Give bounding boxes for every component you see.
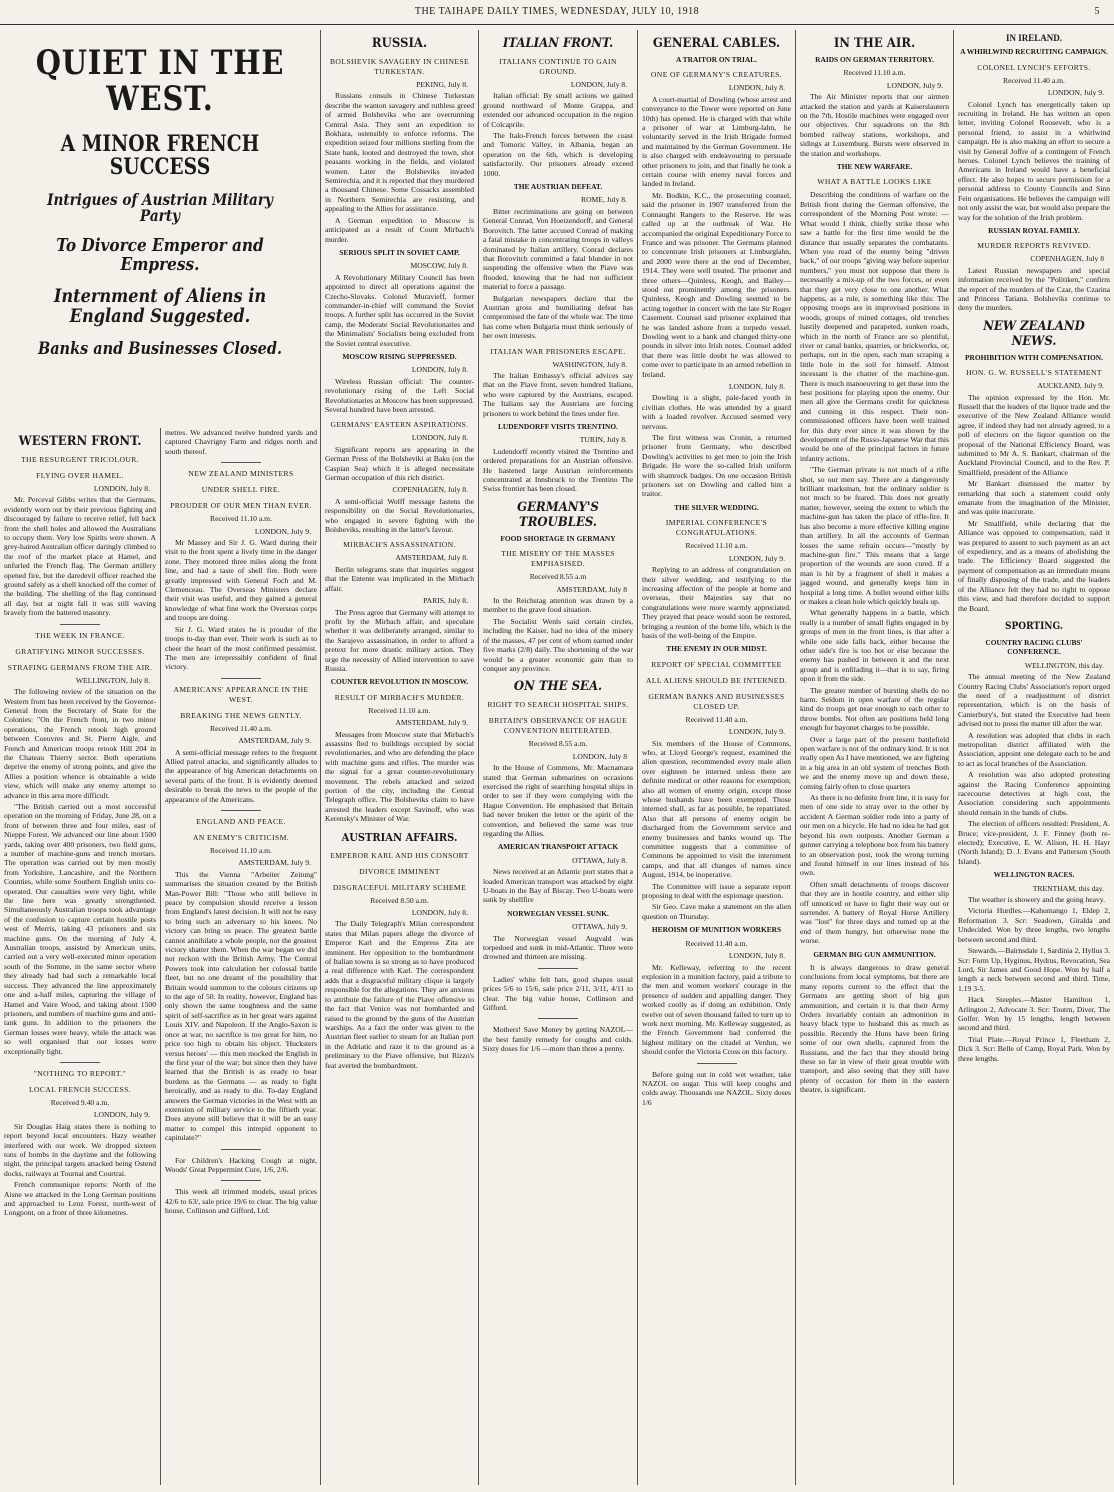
- headline: RIGHT TO SEARCH HOSPITAL SHIPS.: [487, 700, 629, 710]
- dateline: LONDON, July 9.: [728, 553, 785, 563]
- dateline: WELLINGTON, this day.: [1024, 660, 1104, 670]
- paragraph: As there is no definite front line, it is easy for men of one side to stray over to the other by accident A German soldier rode into a party of our men on a bicycle. He had no idea he had got beyond his own outposts. Another German a gunner carrying a telephone box from his battery to an observation post, took the wrong turning and found himself in our lines instead of his own.: [800, 793, 949, 878]
- dateline: LONDON, July 8.: [93, 484, 150, 493]
- paragraph: Often small detachments of troops discover that they are in hostile country, and either slip off unnoticed or have to fight their way out or surrender. A battery of Royal Horse Artillery was "lost" for three days and tumed up at the end of them hungry, but otherwise none the worse.: [800, 879, 949, 946]
- headline: FLYING OVER HAMEL.: [36, 471, 124, 480]
- headline: DIVORCE IMMINENT: [359, 866, 440, 876]
- headline: THE SILVER WEDDING.: [674, 502, 759, 512]
- headline: BRITAIN'S OBSERVANCE OF HAGUE CONVENTION REITERATED.: [488, 716, 628, 736]
- paragraph: "The German private is not much of a rifle shot, so our men say. There are a dangerously brilliant marksman, but the ordinary soldier is not much to be feared. This does not greatly matter, however, seeing the extent to which the machine-gun has taken the place of rifle-fire. It has also become a more effective killing engine than artillery. In all the accounts of German losses the same refrain occurs—"mostly by machine-gun fire." This means that a large proportion of the wounds are soon cured. If a man is hit by a fragment of shell it makes a jagged wound, and generally keeps him in hospital a long time. A bullet wound either kills or makes a clean hole which quickly heals up.: [800, 465, 949, 606]
- paragraph: Mr Smallfield, while declaring that the Alliance was opposed to compensation, said it was prepared to assent to such payment as an act of expediency, and as a means of abolishing the trade. The Efficiency Board suggested the payment of compensation as an immediate means of finally disposing of the trade, and the leaders of the Alliance felt they had no right to oppose this view, and had therefore decided to support the Board.: [958, 518, 1110, 613]
- paragraph: The Air Minister reports that our airmen attacked the station and yards at Kaiserslautern on the 7th. Hostile machines were engaged over our objectives. Our squadrons on the 8th bombed railway stations, workshops, and sidings at Luxemburg. Bursts were observed in the station and workshops.: [800, 92, 949, 158]
- dateline: AMSTERDAM, July 9.: [238, 858, 311, 868]
- received-time: Received 11.10 a.m.: [368, 705, 431, 715]
- headline: NEW ZEALAND MINISTERS: [188, 469, 294, 479]
- dateline: LONDON, July 9.: [1047, 88, 1104, 98]
- paragraph: The Daily Telegraph's Milan correspondent states that Milan papers allege the divorce of Emperor Karl and the Empress Zita are imminent. Her opposition to the bombardment of Italian towns is so strong as to have produced a real difference with Karl. The correspondent adds that a disgraceful military clique is largely responsible for the allegations. They are anxious to attribute the failure of the Piave offensive to the fact that Venice was not bombarded and raised to the ground by the guns of the Austrian warships. As a fact the order was given to the Austrian fleet earlier to steam for an Italian port in the Adriatic and raze it to the ground as a preliminary to the Piave offensive, but Rizzo's feat averted the bombardment.: [325, 919, 474, 1070]
- section-title: AUSTRIAN AFFAIRS.: [341, 830, 458, 844]
- dateline: LONDON, July 8.: [411, 908, 468, 918]
- headline: STRAFING GERMANS FROM THE AIR.: [7, 662, 153, 672]
- main-headline: QUIET IN THE WEST.: [35, 43, 285, 119]
- divider: [221, 678, 261, 679]
- headline: THE NEW WARFARE.: [836, 162, 913, 172]
- paragraph: Mr. Perceval Gibbs writes that the Germans, evidently worn out by their previous fighting and discouraged by failure to receive relief, fell back from the shell holes and allowed the Australians to occupy them. Very low Spirits were shown. A grey-haired Australian officer daringly climbed to the roof of the market place at Hamel, and unfurled the French flag. The German artillery opened fire, but the daredevil officer reached the ground safely as a shell knocked off the corner of the building. The shelling of the flag continued all day, but at night fall it was still waving bravely from the battered masonry.: [4, 495, 156, 618]
- headline: RAIDS ON GERMAN TERRITORY.: [815, 55, 934, 64]
- section-title: RUSSIA.: [371, 36, 428, 51]
- dateline: AMSTERDAM, July 8.: [395, 553, 468, 563]
- headline: GERMANS' EASTERN ASPIRATIONS.: [330, 420, 469, 430]
- paragraph: The Socialist Wenls said certain circles, including the Kaiser, had no idea of the misery of the masses, 47 per cent of whom earned under five marks (2/8) daily. The shortening of the war would be a greater economic gain than to conquer any province.: [483, 616, 633, 673]
- advertisement: Before going out in cold wet weather, take NAZOL on sugar. This will keep coughs and colds away. Thousands use NAZOL. Sixty doses 1/6: [642, 1069, 791, 1107]
- paragraph: Victoria Hurdles.—Kahumango 1, Eldep 2, Reformation 3. Scr: Seadown, Giralda and Undecided. Won by three lengths, two lengths between second and third.: [958, 906, 1110, 944]
- received-time: Received 8.55 a.m.: [528, 739, 588, 749]
- section-title: GENERAL CABLES.: [652, 36, 781, 51]
- paragraph: What generally happens in a battle, which really is a number of small fights engaged in by groups of men in the front lines, is that after a while one side falls back, either because the other side's fire is too hot or else because the enemy has pushed in between it and the next group and is enfilading it—that is to say, firing upon it from the side.: [800, 608, 949, 684]
- advertisement: Mothers! Save Money by getting NAZOL—the best family remedy for coughs and colds. Sixty doses for 1/6 —more than three a penny.: [483, 1025, 633, 1054]
- dateline: LONDON, July 8.: [728, 382, 785, 391]
- dateline: OTTAWA, July 8.: [572, 855, 627, 865]
- paragraph: Messages from Moscow state that Mirbach's assassins fled to buildings occupied by social revolutionaries, and who are defending the place with machine guns and rifles. The murder was the signal for a great counter-revolutionary movement. The rebels attacked and seized portion of the city, including the Central Telegraph office. The Bolsheviks claim to have arrested the leaders except Savinoff, who was Kerensky's Minister of War.: [325, 729, 474, 824]
- russia-column: [321, 30, 479, 1485]
- dateline: LONDON, July 8: [572, 751, 627, 761]
- paragraph: French communique reports: North of the Aisne we attacked in the Long German positions and approached to Lenz Forest, north-west of Longpont, on a front of three kilometres.: [4, 1180, 156, 1218]
- paragraph: The election of officers resulted: President, A. Bruce; vice-president, J. F. Finney (both re-elected); Executive, E. W. Alison, H. H. Hayr (North Island); D. J. Evans and Patterson (South Island).: [958, 819, 1110, 866]
- headline: A TRAITOR ON TRIAL.: [676, 55, 757, 64]
- headline: RESULT OF MIRBACH'S MURDER.: [334, 692, 465, 702]
- dateline: LONDON, July 9.: [886, 80, 943, 90]
- paragraph: In the House of Commons, Mr. Macnamara stated that German submarines on occasions exercised the right of searching hospital ships in order to see if they were complying with the Hague Convention. He emphasised that Britain had never broken the letter or the spirit of the convention, and believed the same was true regarding the Allies.: [483, 763, 633, 838]
- headline: PROUDER OF OUR MEN THAN EVER.: [170, 501, 312, 511]
- dateline: TRENTHAM, this day.: [1032, 883, 1104, 893]
- paragraph: Berlin telegrams state that inquiries suggest that the Entente was implicated in the Mirbach affair.: [325, 564, 474, 593]
- received-time: Received 11.10 a.m.: [210, 845, 272, 855]
- dateline: PEKING, July 8.: [416, 80, 468, 89]
- headline: SERIOUS SPLIT IN SOVIET CAMP.: [339, 247, 460, 257]
- received-time: Received 9.40 a.m.: [50, 1097, 110, 1107]
- dateline: AMSTERDAM, July 8: [556, 584, 627, 594]
- headline: COLONEL LYNCH'S EFFORTS.: [977, 62, 1091, 72]
- advertisement: For Children's Hacking Cough at night, Woods' Great Peppermint Cure, 1/6, 2/6.: [165, 1155, 317, 1174]
- dateline: LONDON, July 8.: [411, 433, 468, 443]
- paragraph: Ludendorff recently visited the Trentino and ordered preparations for an Austrian offensive. He hastened large Austrian reinforcements concentrated at Innsbruck to the Trentino The Swiss frontier has been closed.: [483, 446, 633, 494]
- paragraph: "The British carried out a most successful operation on the morning of Friday, June 28, on a front of between three and four miles, east of Nieppe Forest. We advanced our line about 1500 yards, taking over 400 prisoners, two field guns, a number of machine-guns and trench mortars. The operation was carried out by men mostly from Yorkshire, Lancashire, and the Northern Counties, while some Southern English units co-operated. Our casualties were very light, while the line here was greatly strengthened. Simultaneously Australian troops took advantage of the confusion to capture certain hostile posts west of Merris, taking 43 prisoners and six machine guns. On the morning of July 4, Australian troops, assisted by American units, carried out a very well-executed minor operation south of the Somme, in the same sector where they already had had such a remarkable local success. They advanced the line approximately one and a-half miles, capturing the village of Hamel and Vaire Wood, and taking about 1500 prisoners, and numbers of machine guns and anti-tank guns. In addition to the prisoners the German losses were heavy, while the attack was so well organised that our losses were exceptionally light.: [4, 801, 156, 1056]
- paragraph: Bitter recriminations are going on between General Conrad, Von Hoetzendorff, and General Borovitch. The latter accused Conrad of making a fatal mistake in concentrating troops in valleys dominated by Italian artillery. Conrad declares that Borovitch committed a fatal blunder in not suspending the offensive when the Piave was flooded, knowing that he had not sufficient material to force a passage.: [483, 206, 633, 292]
- headline: THE ENEMY IN OUR MIDST.: [666, 644, 767, 654]
- received-time: Received 11.10 a.m.: [685, 541, 748, 551]
- front-column: [0, 30, 321, 1485]
- headline: A WHIRLWIND RECRUITING CAMPAIGN.: [960, 47, 1108, 57]
- paragraph: Russians consuls in Chinese Turkestan describe the wanton savagery and ruthless greed of armed Bolsheviks who are overrunning Central Asia. They sent an expedition to Bokhara, ostensibly to enforce reforms. The expedition seized four millions sterling from the State bank, looted and destroyed the town, shot peasants working in the fields, and violated women. Later the Bolsheviks invaded Semirechia, and it is reported that they murdered a thousand Chinese. Some Cossacks assembled in Northern Semirechia are resisting, and appealing to the Allies for assistance.: [325, 91, 474, 214]
- divider: [221, 810, 261, 811]
- headline: GERMAN BIG GUN AMMUNITION.: [813, 949, 936, 959]
- headline: MOSCOW RISING SUPPRESSED.: [342, 351, 457, 361]
- paragraph: The Press agree that Germany will attempt to profit by the Mirbach affair, and speculate whether it was deliberately arranged, similar to the Sarajevo assassination, in order to afford a pretext for more drastic military action. They urge the necessity of Allied intervention to save Russia.: [325, 607, 474, 673]
- dateline: WELLINGTON, July 8.: [75, 675, 150, 685]
- dateline: AMSTERDAM, July 9.: [238, 736, 311, 746]
- headline: AMERICANS' APPEARANCE IN THE WEST.: [173, 684, 309, 704]
- headline: REPORT OF SPECIAL COMMITTEE: [651, 659, 782, 669]
- headline: ITALIANS CONTINUE TO GAIN GROUND.: [499, 57, 617, 76]
- paragraph: Mr Bankart dismissed the matter by remarking that such a statement could only emanate from the imagination of the Minister, and was quite inaccurate.: [958, 479, 1110, 517]
- paragraph: Sir Geo. Cave make a statement on the alien question on Thursday.: [642, 902, 791, 921]
- paragraph: The opinion expressed by the Hon. Mr. Russell that the leaders of the liquor trade and the executive of the New Zealand Alliance would agree, if indeed they had not already agreed, to a poll of electors on the liquor question on the proposal of the National Efficiency Board, was submitted to Mr A. S. Bankart, chairman of the Auckland Provincial Council, and to the Rev. P. Smallfield, president of the Alliance: [958, 392, 1110, 477]
- dateline: WASHINGTON, July 8.: [552, 359, 627, 369]
- headline: RUSSIAN ROYAL FAMILY.: [988, 225, 1080, 235]
- headline: MURDER REPORTS REVIVED.: [977, 241, 1091, 251]
- in-ireland-column: [954, 30, 1114, 1485]
- headline: HON. G. W. RUSSELL'S STATEMENT: [966, 368, 1102, 378]
- paragraph: Sir Douglas Haig states there is nothing to report beyond local encounters. Hazy weather interfered with our work. We dropped sixteen tons of bombs in the daytime and the following night, the principal targets attacked being Ostend docks, railways at Tournai and Courtrai.: [4, 1121, 156, 1178]
- advertisement: Ladies' white felt hats, good shapes usual prices 5/6 to 15/6, sale price 2/11, 3/11, 4/11 to clear. The big value house, Collinson and Gifford.: [483, 974, 633, 1013]
- received-time: Received 11.10 a.m.: [843, 68, 906, 78]
- section-title: ON THE SEA.: [513, 679, 603, 695]
- section-title: ITALIAN FRONT.: [502, 36, 614, 51]
- dateline: COPENHAGEN, July 8: [1030, 254, 1104, 264]
- divider: [60, 624, 100, 625]
- masthead-title: THE TAIHAPE DAILY TIMES, WEDNESDAY, JULY 10, 1918: [414, 6, 700, 17]
- paragraph: Mr. Kelleway, referring to the recent explosion in a munition factory, paid a tribute to the men and women workers' courage in the presence of sudden and appalling danger. They worked coolly as if doing an exhibition. Only twelve out of seven thousand failed to turn up to work next morning. Mr. Kelleway suggested, as the French Government had conferred the highest military on the citadel at Verdun, we should confer the Victoria Cross on this factory.: [642, 962, 791, 1057]
- paragraph: A semi-official Wolff message fastens the responsibility on the Social Revolutionaries, who engaged in severe fighting with the Bolsheviks, resulting in the latter's favour.: [325, 496, 474, 535]
- headline: ALL ALIENS SHOULD BE INTERNED.: [645, 675, 787, 685]
- paragraph: Dowling is a slight, pale-faced youth in civilian clothes. He was attended by a guard with a loaded revolver. Accused seemed very nervous.: [642, 393, 791, 431]
- dateline: OTTAWA, July 9.: [572, 922, 627, 932]
- dateline: LONDON, July 8.: [411, 365, 468, 375]
- paragraph: Mr Massey and Sir J. G. Ward during their visit to the front spent a lively time in the danger zone. They motored three miles along the front line, and had a taste of shell fire. Both were greatly impressed with General Foch and M. Clemenceau. The Overseas Ministers declare their visit was useful, and they gained a general knowledge of what fine work the Overseas corps and troops are doing.: [165, 538, 317, 623]
- page-number: 5: [1094, 6, 1100, 17]
- headline: UNDER SHELL FIRE.: [201, 485, 281, 495]
- paragraph: This the Vienna "Arbeiter Zeitung" summarises the situation created by the British Man-Power Bill: "Those who still believe in peace by compulsion should receive a lesson from England's latest decision. It will not be easy to bring such an adversary to his knees. No victory can bring us peace. The greatest battle cannot annihilate a whole people, nor the greatest victory shatter them. When the war began we did not reckon with the British Army. The Central Powers took into calculation her colossal battle fleet, but no one dreamt of the possibility that Britain would summon to the colours citizens up to the age of 50. In reality, however, England has only shown the same toughness and the same spirit of self-sacrifice as in her great wars against Louis XIV. and Napoleon. If the Anglo-Saxon is once at war, no sacrifice is too great for him, no price too high to obtain his object. 'Hucksters versus heroes' — this men mocked the English in the first year of the war; but since then they have learned that the British is as ready to bear burdens as the Germans — as ready to fight heroically, and as ready to die. To-day England answers the German victories in the West with an extension of military service to the fiftieth year. Does anyone still believe that it will be an easy matter to compel this intrepid opponent to capitulate?": [165, 869, 317, 1143]
- dateline: TURIN, July 8.: [579, 435, 627, 445]
- subheadline-5: Banks and Businesses Closed.: [37, 338, 283, 359]
- divider: [221, 462, 261, 463]
- dateline: MOSCOW, July 8.: [410, 261, 468, 271]
- headline: BREAKING THE NEWS GENTLY.: [180, 710, 302, 720]
- received-time: Received 8.55 a.m: [529, 572, 587, 582]
- received-time: Received 11.40 a.m.: [1003, 75, 1065, 85]
- paragraph: Colonel Lynch has energetically taken up recruiting in Ireland. He has written an open letter, inviting Colonel Roosevelt, who is a personal friend, to assist in a whirlwind campaign. He is also making an effort to secure a visit by General Joffre of a contingent of French heroes. Colonel Lynch believes the training of Americans in Ireland would have a beneficial effect. He also hopes to secure permission for a personal address to County Councils and Sinn Fein organisations. He believes the campaign will not only assist the war, but would also prepare the way for the solution of the Irish problem.: [958, 99, 1110, 222]
- paragraph: Trial Plate.—Royal Prince 1, Fleetham 2, Dick 3. Scr: Belle of Camp, Royal Park. Won by three lengths.: [958, 1034, 1110, 1063]
- headline: BOLSHEVIK SAVAGERY IN CHINESE TURKESTAN.: [329, 57, 470, 76]
- paragraph: The Italo-French forces between the coast and Tomoric Valley, in Albania, began an operation on the 6th, which is developing satisfactorily. Our prisoners already exceed 1000.: [483, 131, 633, 178]
- headline: IMPERIAL CONFERENCE'S CONGRATULATIONS.: [665, 518, 768, 538]
- divider: [538, 1018, 578, 1019]
- paragraph: News received at an Atlantic port states that a loaded American transport was attacked by eight U-boats in the Bay of Biscay. Two U-boats were sunk by shellfire: [483, 867, 633, 905]
- dateline: PARIS, July 8.: [423, 596, 468, 606]
- headline: GERMAN BANKS AND BUSINESSES CLOSED UP.: [648, 691, 785, 711]
- subheadline-1: A MINOR FRENCH SUCCESS: [60, 131, 260, 181]
- headline: WELLINGTON RACES.: [993, 870, 1075, 880]
- paragraph: In the Reichstag attention was drawn by a member to the grave food situation.: [483, 596, 633, 615]
- headline: THE MISERY OF THE MASSES EMPHASISED.: [501, 549, 615, 569]
- dateline: AUCKLAND, July 9.: [1037, 381, 1104, 391]
- paragraph: Six members of the House of Commons, who, at Lloyd George's request, examined the alien question, recommended every male alien over eighteen be interned unless there are definite medical or other reasons for exemption; also all women of enemy origin, except those whose husbands have been exempted. Those interned shall, as far as possible, be repatriated. Also that all persons of enemy origin be discharged from the Government service and enemy businesses and banks wound up. The committee suggests that a committee of Commons be appointed to visit the internment camps, and that all changes of names since August, 1914, be inoperative.: [642, 738, 791, 880]
- headline: AMERICAN TRANSPORT ATTACK: [497, 842, 619, 852]
- western-front-column: [0, 428, 161, 1485]
- paragraph: The Committee will issue a separate report proposing to deal with the espionage question.: [642, 881, 791, 901]
- section-title: SPORTING.: [1004, 620, 1064, 632]
- paragraph: A semi-official message refers to the frequent Allied patrol attacks, and significantly alludes to the appearance of big American detachments on several parts of the front. It is evidently deemed desirable to break the news to the people of the appearance of the Americans.: [165, 747, 317, 804]
- paragraph: The first witness was Cronin, a returned prisoner from Germany, who described Dowling's activities to get men to join the Irish Brigade. He wore the so-called Irish uniform with shamrock badges. On one occasion British prisoners set on Dowling and called him a traitor.: [642, 433, 791, 499]
- paragraph: Latest Russian newspapers and special information received by the "Politiken," confirm the report of the murders of the Czar, the Czarina and Princess Tatiana. Bolsheviks continue to deny the murders.: [958, 265, 1110, 313]
- paragraph: The Italian Embassy's official advices say that on the Piave front, seven hundred Italians, who were captured by the Austrians, escaped. The Italians say the Austrians are forcing prisoners to work behind the lines under fire.: [483, 370, 633, 418]
- masthead: [0, 0, 1114, 25]
- paragraph: metres. We advanced twelve hundred yards and captured Chavrigny Farm and ridges north and south thereof.: [165, 428, 317, 456]
- divider: [697, 1063, 737, 1064]
- headline: EMPEROR KARL AND HIS CONSORT: [330, 850, 469, 860]
- paragraph: A resolution was adopted that clubs in each metropolitan district affiliated with the Association, appoint one delegate each to be and to act as local branches of the Association.: [958, 730, 1110, 768]
- headline: THE WEEK IN FRANCE.: [35, 630, 125, 640]
- headline: LUDENDORFF VISITS TRENTINO.: [498, 422, 618, 431]
- dateline: LONDON, July 9.: [254, 526, 311, 536]
- paragraph: Stewards.—Bairnsdale 1, Sardinia 2, Hyllus 3. Scr: Form Up, Hyginus, Hydrus, Revocation, Sea Lord, Sir James and Good Hope. Won by half a length a neck between second and third. Time, 1.19 3-5.: [958, 946, 1110, 993]
- paragraph: Significant reports are appearing in the German Press of the Bolsheviki at Baku (on the Caspian Sea) which it is alleged necessitate German occupation of this rich district.: [325, 444, 474, 483]
- received-time: Received 11.40 a.m.: [210, 723, 272, 733]
- headline: ENGLAND AND PEACE.: [196, 816, 286, 826]
- paragraph: Replying to an address of congratulation on their silver wedding, and testifying to the increasing affection of the people at home and overseas, their Majesties say that no congratulations were more warmly appreciated. They prayed that peace would soon be restored, bringing a reunion of the home life, which is the basis of the well-being of the Empire.: [642, 565, 791, 640]
- dateline: LONDON, July 8.: [728, 83, 785, 93]
- received-time: Received 11.40 a.m.: [685, 938, 748, 948]
- paragraph: Wireless Russian official: The counter-revolutionary rising of the Left Social Revolutionaries at Moscow has been suppressed. Several hundred have been arrested.: [325, 376, 474, 414]
- dateline: ROME, July 8.: [581, 195, 627, 205]
- general-cables-column: [638, 30, 796, 1485]
- advertisement: This week all trimmed models, usual prices 42/6 to 63/, sale price 19/6 to clear. The big value house, Collinson and Gifford, Ltd.: [165, 1187, 317, 1216]
- received-time: Received 8.50 a.m.: [370, 895, 429, 905]
- paragraph: Bulgarian newspapers declare that the Austrian gross and humiliating defeat has compromised the fate of the whole war. The time has come when Bulgaria must think seriously of her own interests.: [483, 293, 633, 341]
- headline: PROHIBITION WITH COMPENSATION.: [965, 352, 1103, 362]
- ministers-column: [161, 428, 321, 1485]
- paragraph: A Revolutionary Military Council has been appointed to direct all operations against the Czecho-Slovaks. Colonel Muravieff, former commander-in-chief will command the Soviet troops. A further split has occurred in the Soviet camp, the Moderate Social Revolutionaries and the Minimalists' Socialists being excluded from the Soviet central executive.: [325, 272, 474, 348]
- received-time: Received 11.40 a.m.: [685, 714, 748, 724]
- headline: ITALIAN WAR PRISONERS ESCAPE.: [490, 346, 626, 356]
- paragraph: A court-martial of Dowling (whose arrest and conveyance to the Tower were reported on June 10th) has opened. He is charged with that while a prisoner of war at Limburg-lahn, he voluntarily served in the Irish Brigade formed and maintained by the German Government. He is also charged with endeavouring to persuade other prisoners to join, and that finally he took a certain course with enemy naval forces and landed in Ireland.: [642, 94, 791, 189]
- paragraph: The weather is showery and the going heavy.: [968, 895, 1105, 905]
- paragraph: A German expedition to Moscow is anticipated as a result of Count Mirbach's murder.: [325, 215, 474, 244]
- dateline: LONDON, July 8.: [728, 951, 785, 961]
- headline: ONE OF GERMANY'S CREATURES.: [650, 70, 783, 80]
- paragraph: The annual meeting of the New Zealand Country Racing Clubs' Association's report urged the need of a readjustment of district representation, which is on the basis of Canterbury's, but stated the Executive had been advised not to press the matter till after the war.: [958, 672, 1110, 729]
- headline: DISGRACEFUL MILITARY SCHEME: [332, 882, 467, 892]
- dateline: LONDON, July 9.: [728, 727, 785, 737]
- paragraph: The following review of the situation on the Western front has been received by the Governor-General from the Secretary of State for the Colonies: "On the French front, in two minor operations, the French retook high ground between Coeuvres and St. Pierre Aigle, and French and American troops retook Hill 204 in the Chateau Thierry sector. Both operations deprive the enemy of strong points, and give the Allies a position whence is obtainable a wide view, which will make any enemy attempt to advance in this area more difficult.: [4, 687, 156, 800]
- headline: THE RESURGENT TRICOLOUR.: [21, 455, 139, 464]
- paragraph: The greater number of bursting shells do no harm. Seldom in open warfare of the regular kind do troops get near enough to each other to throw bombs. Not often are positions held long enough for bayonet charges to be possible.: [800, 685, 949, 733]
- paragraph: Over a large part of the present battlefield open warfare is not of the ordinary kind. It is not really open As I have mentioned, we are fighting in a big area in an old system of trenches Both we and the enemy move up and down these, coming fairly often to close quarters: [800, 734, 949, 791]
- paragraph: Italian official: By small actions we gained ground northward of Monte Grappa, and extended our advanced occupation in the region of Colcaprile.: [483, 91, 633, 129]
- received-time: Received 11.10 a.m.: [210, 514, 272, 524]
- divider: [60, 1062, 100, 1063]
- dateline: LONDON, July 8.: [570, 80, 627, 89]
- section-title: GERMANY'S TROUBLES.: [517, 499, 599, 530]
- paragraph: Describing the conditions of warfare on the British front during the German offensive, the correspondent of the Morning Post wrote: —What would I think, chiefly strike those who saw a battle for the first time would be the distance that usually separates the combatants. When you read of the enemy being "driven back," of our troops "giving way before superior numbers," you must not suppose that there is necessarily a mix-up of the two forces, or even that they get very close to one another. What happens, as a rule, is something like this: The opposing troops are in improvised positions in woods, groups of ruined cottages, old trenches hastily deepened and parapeted, sunken roads, which in the north of France are so plentiful, river or canal banks, quarries, or brickworks, or, perhaps, out in the open, each man scraping a little hole in the soil for himself. Almost incessant is the chatter of the machine-gun. There is much manoeuvring to get these into the best positions for playing upon the enemy. Our men all give the Germans credit for quickness and cunning in this respect. Their non-commissioned officers have been well trained for this duty ever since it was shown by the development of the Russo-Japanese War that this would be one of the principal factors in future infantry actions.: [800, 190, 949, 463]
- paragraph: A resolution was also adopted protesting against the Racing Conference appointing racecourse detectives at high cost, the Association considering such appointments should remain in the hands of clubs.: [958, 770, 1110, 817]
- dateline: COPENHAGEN, July 8.: [392, 485, 468, 495]
- divider: [538, 968, 578, 969]
- section-title: IN IRELAND.: [1005, 33, 1062, 43]
- dateline: AMSTERDAM, July 9.: [395, 718, 468, 728]
- headline: NORWEGIAN VESSEL SUNK.: [507, 908, 609, 918]
- subheadline-3: To Divorce Emperor and Empress.: [56, 235, 264, 276]
- headline: AN ENEMY'S CRITICISM.: [192, 832, 290, 842]
- headline: WHAT A BATTLE LOOKS LIKE: [817, 177, 932, 187]
- front-subcolumns: [0, 428, 321, 1485]
- headline: GRATIFYING MINOR SUCCESSES.: [15, 646, 145, 656]
- headline: COUNTRY RACING CLUBS' CONFERENCE.: [985, 637, 1083, 657]
- paragraph: It is always dangerous to draw general conclusions from local symptoms, but there are many reports current to the effect that the Germans are getting short of big gun ammunition, and certain it is that their Army Orders invariably contain an admonition in heavy black type to husband this as much as possible. Recently the Huns have been firing some of our own shells, captured from the Russians, and the fact that they should bring these so far in view of their great trouble with transport, and also seeing that they still have plenty of occasion for them in the eastern theatre, is significant.: [800, 962, 949, 1095]
- divider: [221, 1180, 261, 1181]
- headline: THE AUSTRIAN DEFEAT.: [513, 182, 603, 192]
- dateline: LONDON, July 9.: [93, 1110, 150, 1120]
- divider: [221, 1149, 261, 1150]
- paragraph: Sir J. G. Ward states he is prouder of the troops to-day than ever. Their work is such as to cheer the heart of the most confirmed pessimist. The men are irrepressibly confident of final victory.: [165, 624, 317, 672]
- headline: LOCAL FRENCH SUCCESS.: [28, 1084, 131, 1094]
- in-the-air-column: [796, 30, 954, 1485]
- section-title: IN THE AIR.: [833, 36, 916, 51]
- headline: "NOTHING TO REPORT.": [33, 1068, 127, 1078]
- section-title: NEW ZEALAND NEWS.: [983, 318, 1085, 349]
- paragraph: Mr. Bodkin, K.C., the prosecuting counsel, said the prisoner in 1907 transferred from the Connaught Rangers to the Reserve. He was called up at the outbreak of War. He accompanied the original Expeditionary Force to France and was prisoner. The Germans planned to concentrate Irish prisoners at Limburglahn, and 2000 were there at the end of December, 1914. They were well treated. The prisoner and three others—Quinless, Keogh, and Bailey—stood out prominently among the prisoners. Quinless, Keogh and Dowling seemed to be acting together in concert with the late Sir Roger Casement. Counsel said prisoner explained that he was landed ashore from a torpedo vessel. Dowling went to a bank and changed thirty-one pounds in silver into Irish notes. Counsel added that there was little doubt he was allowed to come over to participate in an armed rebellion in Ireland.: [642, 190, 791, 379]
- subheadline-2: Intrigues of Austrian Military Party: [47, 189, 273, 226]
- italian-front-column: [479, 30, 638, 1485]
- headline: COUNTER REVOLUTION IN MOSCOW.: [330, 677, 469, 687]
- paragraph: The Norwegian vessel Augvald was torpedoed and sunk in mid-Atlantic. Three were drowned and thirteen are missing.: [483, 933, 633, 962]
- headline: HEROISM OF MUNITION WORKERS: [651, 925, 782, 935]
- headline: MIRBACH'S ASSASSINATION.: [343, 540, 456, 550]
- paragraph: Hack Steeples.—Master Hamilton 1, Arlington 2, Advocate 3. Scr: Toutrn, Diver, The Golfer. Won by 15 lengths, length between second and third.: [958, 995, 1110, 1033]
- subheadline-4: Internment of Aliens in England Suggested.: [53, 284, 267, 327]
- section-title: WESTERN FRONT.: [18, 434, 142, 449]
- headline: FOOD SHORTAGE IN GERMANY: [500, 533, 616, 543]
